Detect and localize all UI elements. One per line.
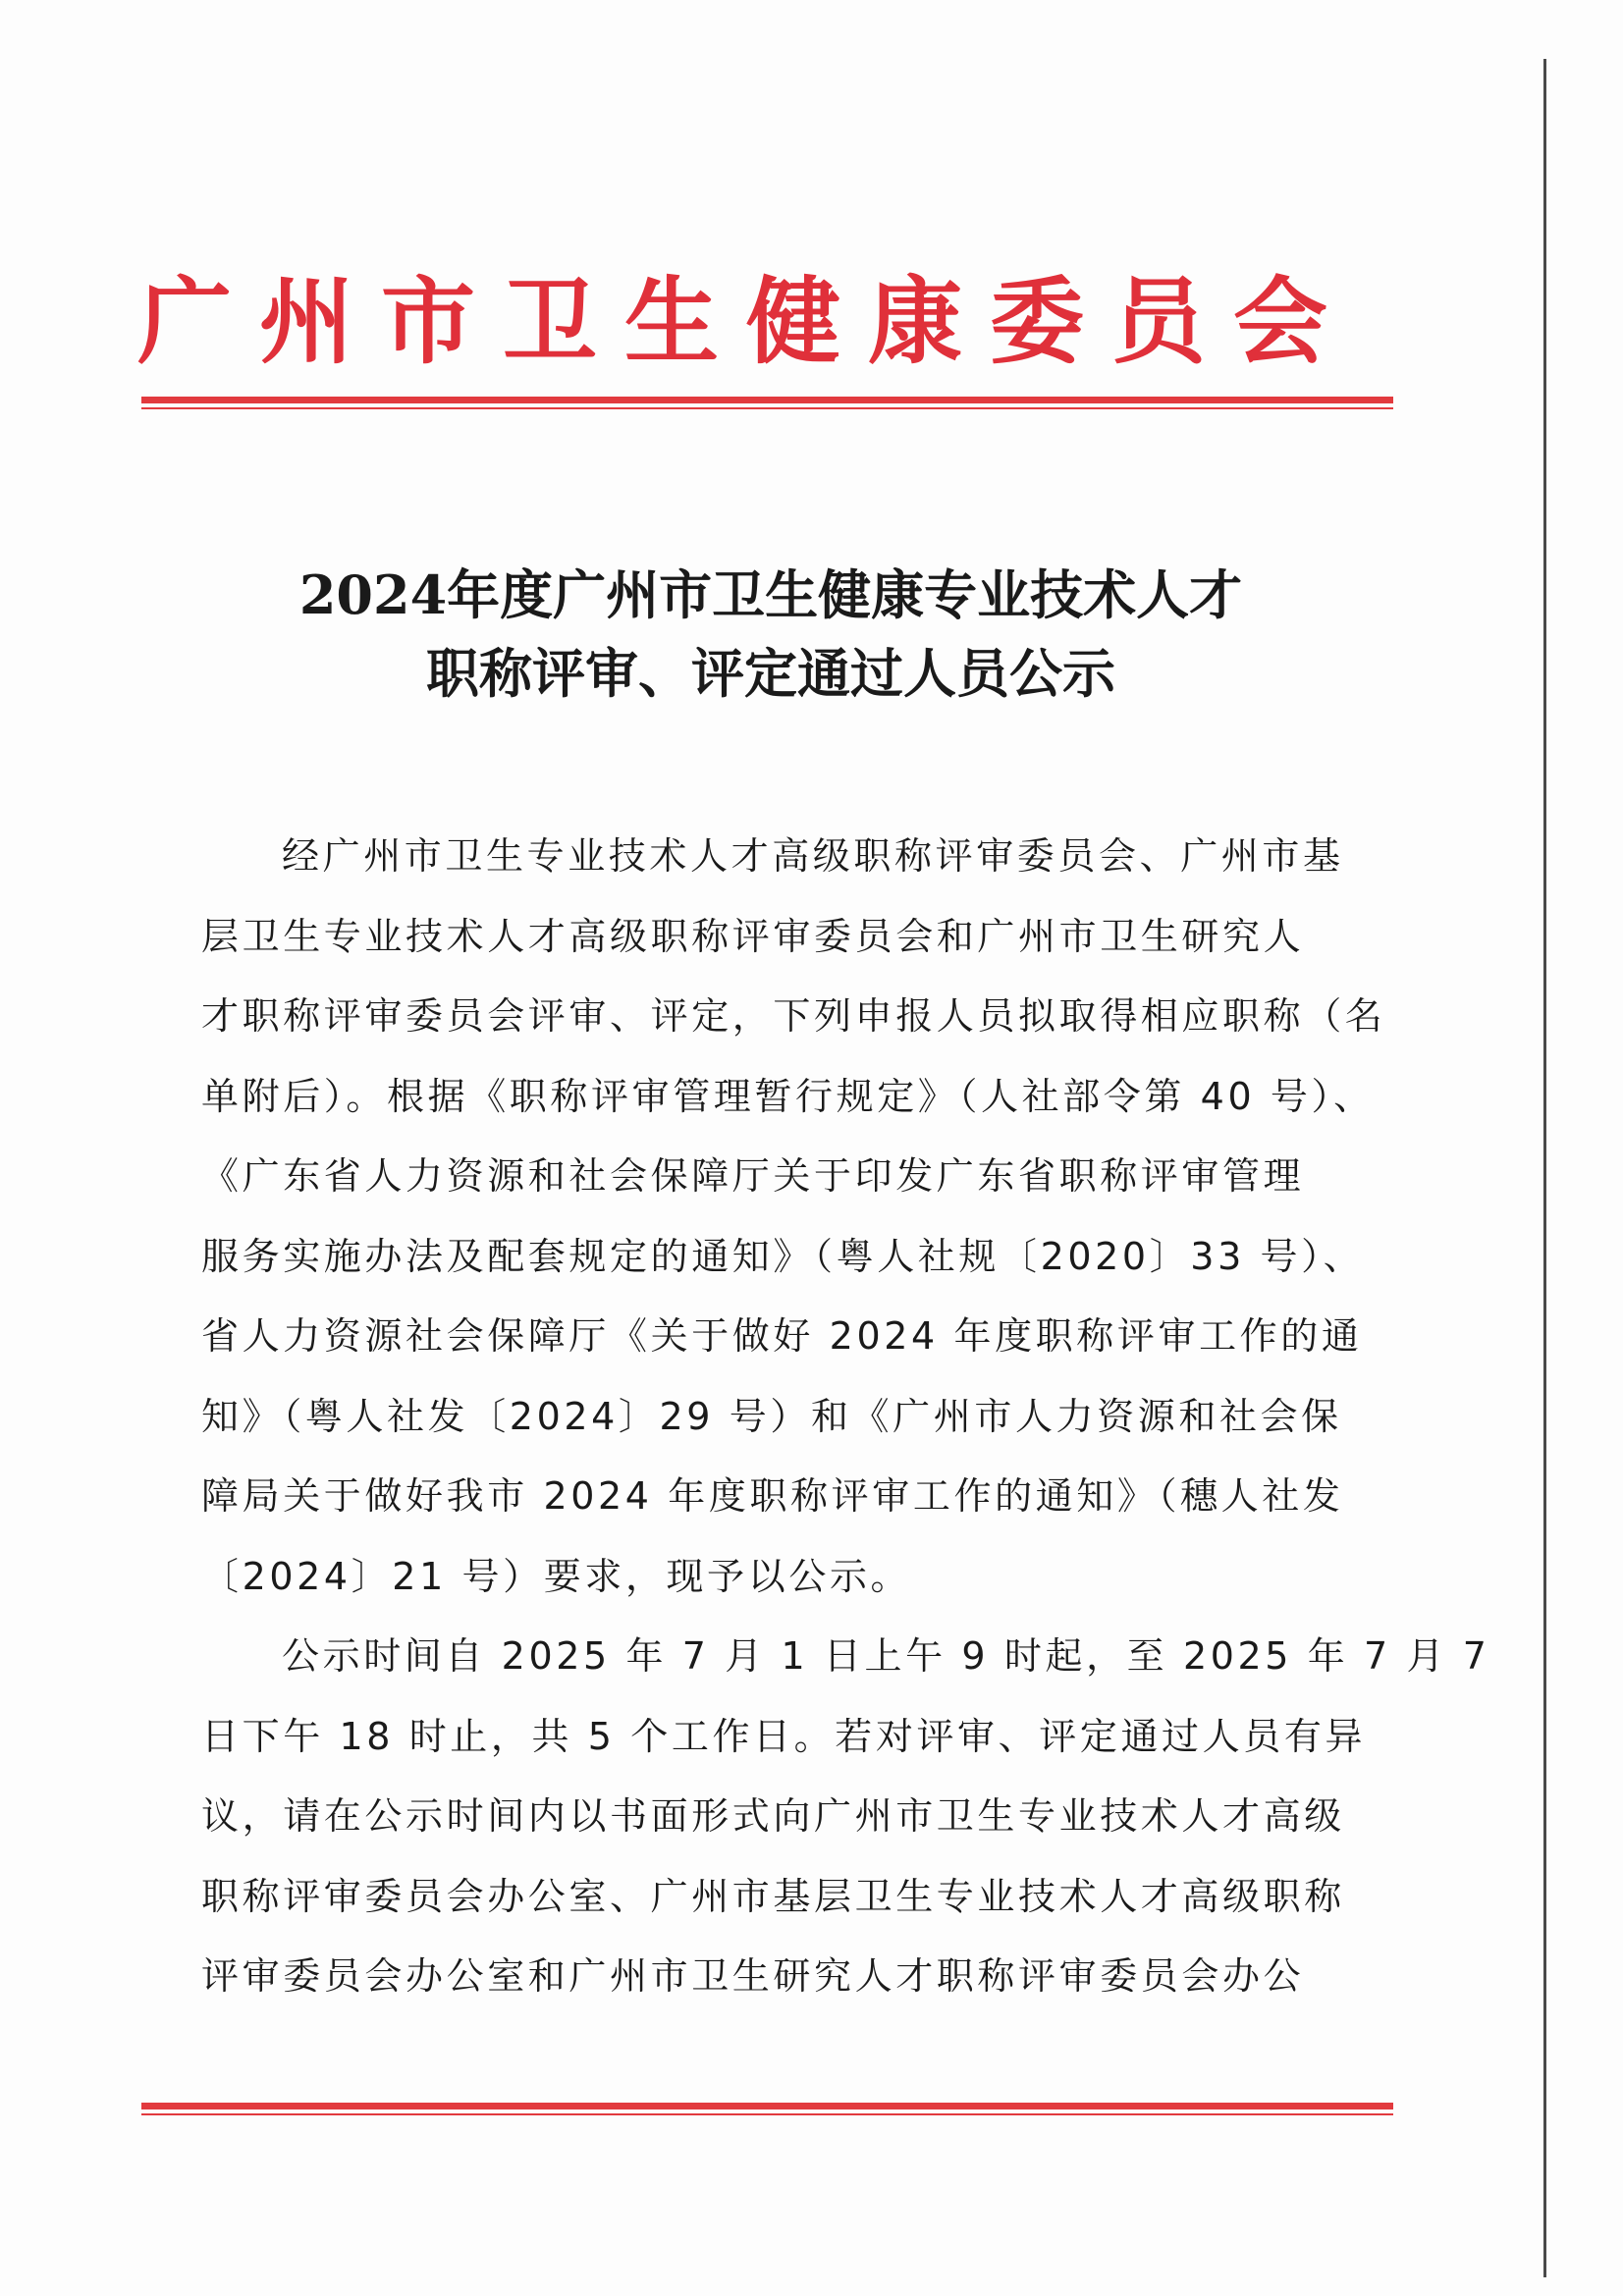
document-title <box>147 556 1394 713</box>
red-rule-thick <box>141 2103 1393 2109</box>
paragraph-1-line: 障局关于做好我市 2024 年度职称评审工作的通知》（穗人社发 <box>201 1474 1344 1518</box>
paragraph-2-line: 职称评审委员会办公室、广州市基层卫生专业技术人才高级职称 <box>201 1874 1345 1918</box>
paragraph-1-line: 单附后）。根据《职称评审管理暂行规定》（人社部令第 40 号）、 <box>201 1074 1375 1118</box>
paragraph-1-line: 《广东省人力资源和社会保障厅关于印发广东省职称评审管理 <box>201 1154 1305 1198</box>
paragraph-1-line: 才职称评审委员会评审、评定，下列申报人员拟取得相应职称（名 <box>201 994 1386 1038</box>
document-title-line-1: 2024年度广州市卫生健康专业技术人才 <box>298 563 1243 626</box>
paragraph-2-line: 议，请在公示时间内以书面形式向广州市卫生专业技术人才高级 <box>201 1794 1345 1838</box>
document-title-line-2: 职称评审、评定通过人员公示 <box>426 642 1115 705</box>
paragraph-1-line: 省人力资源社会保障厅《关于做好 2024 年度职称评审工作的通 <box>201 1314 1363 1358</box>
paragraph-1-line: 知》（粤人社发〔2024〕29 号）和《广州市人力资源和社会保 <box>201 1394 1342 1438</box>
paragraph-1-line: 经广州市卫生专业技术人才高级职称评审委员会、广州市基 <box>282 834 1344 878</box>
red-rule-thick <box>141 397 1393 403</box>
paragraph-1-line: 服务实施办法及配套规定的通知》（粤人社规〔2020〕33 号）、 <box>201 1234 1365 1278</box>
scan-edge-line <box>1543 59 1546 2277</box>
paragraph-1-line: 层卫生专业技术人才高级职称评审委员会和广州市卫生研究人 <box>201 914 1305 958</box>
red-rule-thin <box>141 407 1393 409</box>
red-rule-thin <box>141 2113 1393 2115</box>
paragraph-1-line: 〔2024〕21 号）要求，现予以公示。 <box>201 1554 912 1598</box>
paragraph-2-line: 评审委员会办公室和广州市卫生研究人才职称评审委员会办公 <box>201 1954 1305 1998</box>
footer-red-rule <box>141 2103 1393 2115</box>
letterhead-red-rule <box>141 397 1393 409</box>
paragraph-2-line: 日下午 18 时止，共 5 个工作日。若对评审、评定通过人员有异 <box>201 1714 1367 1758</box>
paragraph-2-line: 公示时间自 2025 年 7 月 1 日上午 9 时起，至 2025 年 7 月 7 <box>282 1634 1490 1678</box>
document-body <box>201 817 1490 2017</box>
letterhead-organization: 广州市卫生健康委员会 <box>137 267 1355 377</box>
